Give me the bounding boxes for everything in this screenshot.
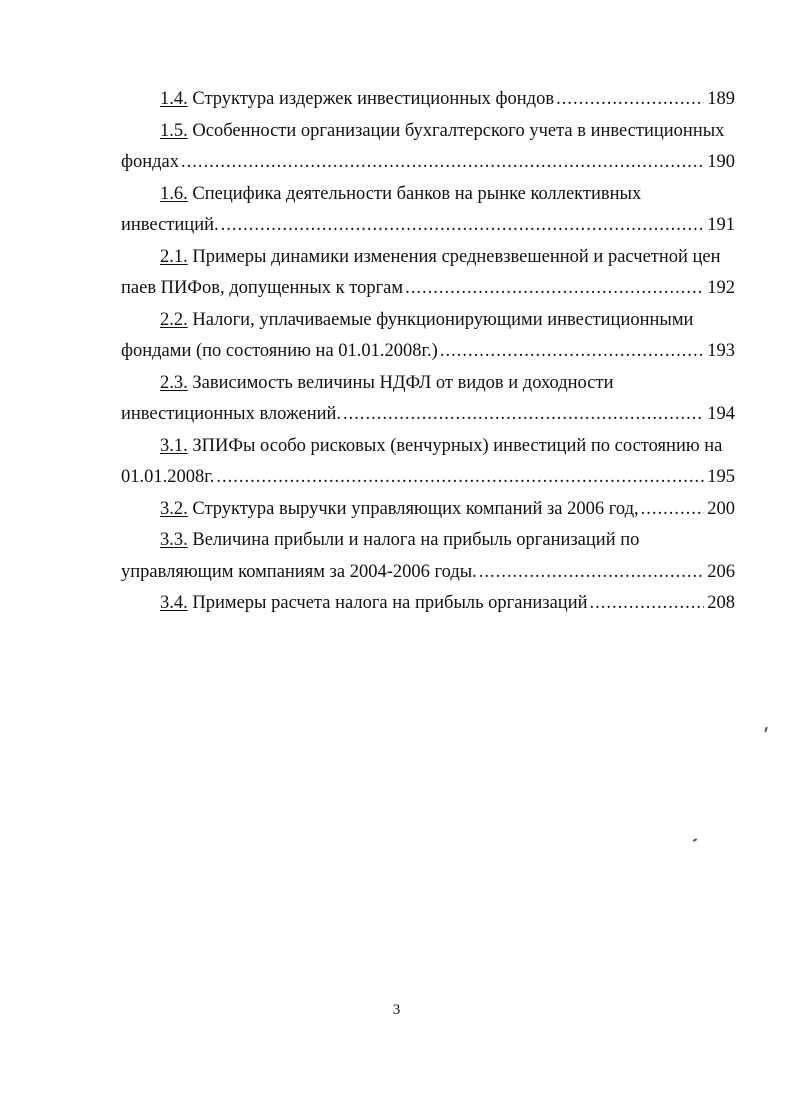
toc-entry-title-continued: инвестиций. (121, 215, 219, 235)
toc-entry-title-continued: фондах (121, 152, 180, 172)
dot-leader (479, 557, 704, 589)
toc-entry-line (121, 273, 735, 305)
table-of-contents (121, 84, 735, 620)
toc-entry-line (121, 494, 735, 526)
toc-entry (121, 242, 735, 305)
toc-entry-line (121, 210, 735, 242)
toc-entry-page: 206 (707, 561, 735, 582)
toc-entry-title-continued: инвестиционных вложений. (121, 404, 342, 424)
toc-entry-line (121, 336, 735, 368)
toc-entry-line (121, 431, 735, 463)
toc-entry-number[interactable]: 2.1. (160, 246, 188, 267)
toc-entry-title: Примеры расчета налога на прибыль организаций (192, 593, 588, 613)
toc-entry-title-continued: фондами (по состоянию на 01.01.2008г.) (121, 341, 438, 361)
toc-entry-number[interactable]: 1.4. (160, 89, 188, 109)
toc-entry (121, 116, 735, 179)
toc-entry-title: Структура выручки управляющих компаний за 2006 год, (192, 498, 639, 519)
dot-leader (556, 84, 704, 116)
toc-entry (121, 525, 735, 588)
dot-leader (440, 336, 704, 368)
toc-entry-page: 194 (707, 404, 735, 424)
toc-entry (121, 431, 735, 494)
toc-entry-number[interactable]: 1.5. (160, 120, 188, 141)
toc-entry-line (121, 557, 735, 589)
toc-entry-number[interactable]: 3.4. (160, 593, 188, 613)
toc-entry-title: Налоги, уплачиваемые функционирующими инвестиционными (192, 309, 694, 330)
toc-entry-line (121, 588, 735, 620)
toc-entry-page: 192 (707, 278, 735, 298)
toc-entry-page: 190 (707, 152, 735, 172)
dot-leader (590, 588, 705, 620)
page-number: 3 (392, 1002, 401, 1018)
toc-entry-page: 208 (707, 593, 735, 613)
dot-leader (641, 494, 705, 526)
toc-entry-line (121, 368, 735, 400)
toc-entry-title: Особенности организации бухгалтерского учета в инвестиционных (192, 120, 725, 141)
toc-entry (121, 368, 735, 431)
toc-entry-title: Специфика деятельности банков на рынке коллективных (192, 183, 642, 204)
dot-leader (221, 210, 705, 242)
dot-leader (405, 273, 704, 305)
toc-entry-page: 200 (707, 498, 735, 519)
toc-entry-number[interactable]: 3.3. (160, 530, 188, 550)
toc-entry-page: 193 (707, 341, 735, 361)
toc-entry-page: 189 (707, 89, 735, 109)
toc-entry-title-continued: 01.01.2008г. (121, 467, 215, 487)
toc-entry-title: Зависимость величины НДФЛ от видов и доходности (192, 372, 614, 393)
toc-entry-line (121, 179, 735, 211)
toc-entry-title-continued: управляющим компаниям за 2004-2006 годы. (121, 561, 477, 582)
toc-entry-number[interactable]: 3.1. (160, 435, 188, 456)
toc-entry (121, 588, 735, 620)
toc-entry (121, 179, 735, 242)
toc-entry (121, 84, 735, 116)
dot-leader (343, 399, 704, 431)
toc-entry-title: Величина прибыли и налога на прибыль организаций по (192, 530, 640, 550)
toc-entry-line (121, 399, 735, 431)
toc-entry (121, 494, 735, 526)
dot-leader (216, 462, 704, 494)
toc-entry-title: ЗПИФы особо рисковых (венчурных) инвестиций по состоянию на (192, 435, 723, 456)
toc-entry-number[interactable]: 3.2. (160, 498, 188, 519)
toc-entry-title: Примеры динамики изменения средневзвешенной и расчетной цен (192, 246, 721, 267)
toc-entry-number[interactable]: 1.6. (160, 183, 188, 204)
scan-speck (693, 838, 697, 842)
toc-entry-page: 195 (707, 467, 735, 487)
toc-entry-page: 191 (707, 215, 735, 235)
toc-entry-line (121, 525, 735, 557)
toc-entry-title-continued: паев ПИФов, допущенных к торгам (121, 278, 404, 298)
scan-speck (764, 727, 768, 732)
toc-entry-line (121, 305, 735, 337)
toc-entry-number[interactable]: 2.2. (160, 309, 188, 330)
dot-leader (181, 147, 704, 179)
toc-entry-line (121, 84, 735, 116)
toc-entry-line (121, 147, 735, 179)
toc-entry-line (121, 242, 735, 274)
toc-entry-line (121, 116, 735, 148)
toc-entry-line (121, 462, 735, 494)
toc-entry-number[interactable]: 2.3. (160, 372, 188, 393)
toc-entry (121, 305, 735, 368)
toc-entry-title: Структура издержек инвестиционных фондов (192, 89, 555, 109)
